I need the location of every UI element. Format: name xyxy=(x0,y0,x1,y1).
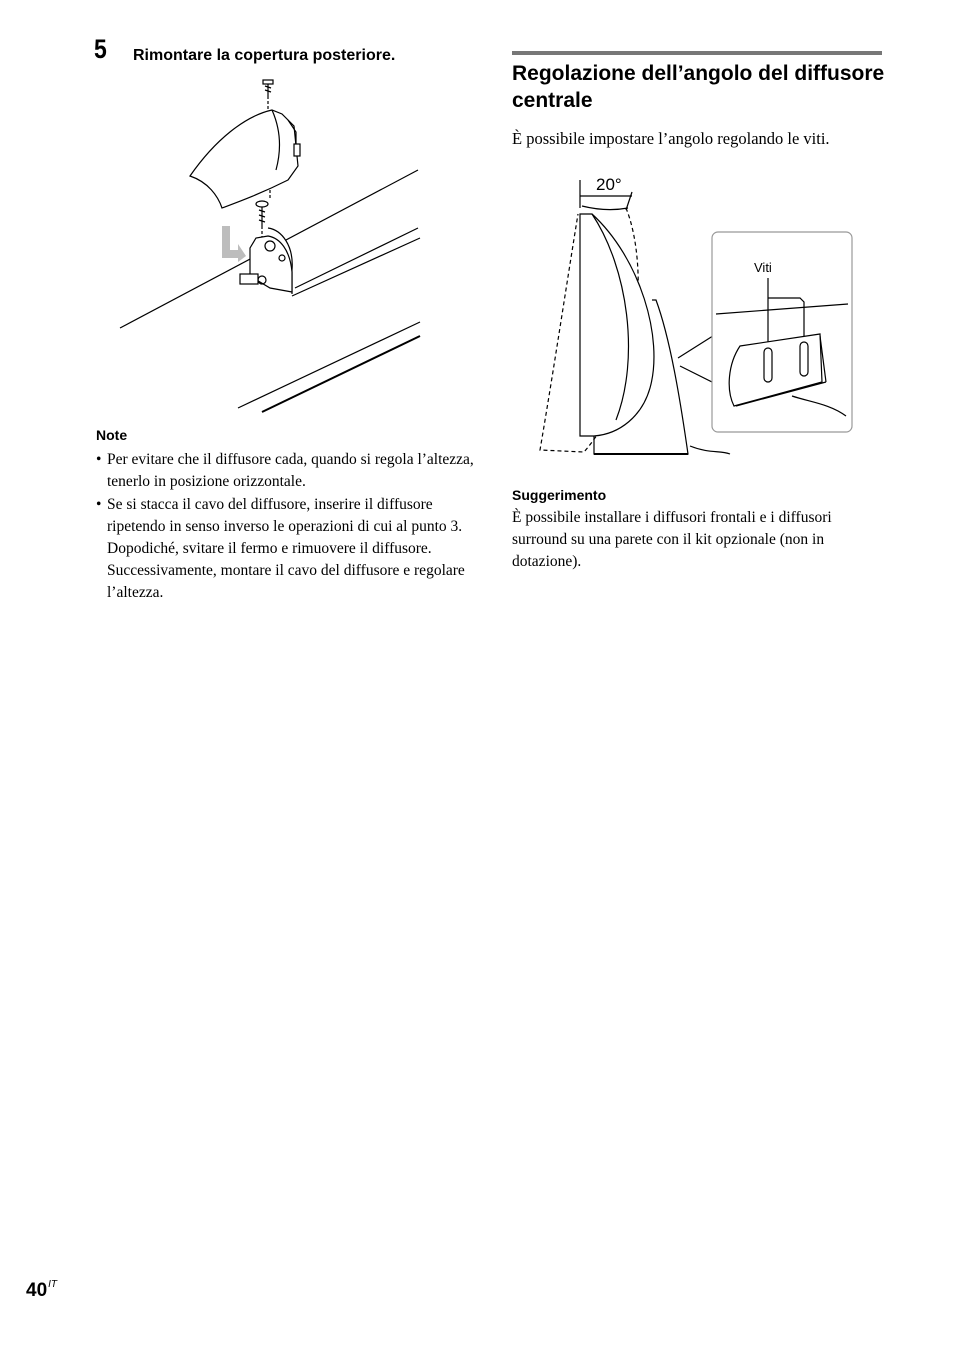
tip-heading: Suggerimento xyxy=(512,487,607,503)
center-speaker-angle-illustration xyxy=(530,168,860,460)
angle-label: 20° xyxy=(596,175,622,194)
section-divider xyxy=(512,51,882,55)
page-number xyxy=(26,1280,57,1302)
page-number-value: 40 xyxy=(26,1280,48,1301)
step-number: 5 xyxy=(94,34,107,64)
speaker-body-shape xyxy=(580,214,654,436)
list-item: • Se si stacca il cavo del diffusore, inserire il diffusore ripetendo in senso inverso le operazioni di cui al punto 3. Dopodiché, svitare il fermo e rimuovere il diffusore. Successivamente, montare il cavo del diffusore e regolare l’altezza. xyxy=(96,496,465,601)
section-intro: È possibile impostare l’angolo regolando le viti. xyxy=(512,129,830,148)
rear-cover-illustration xyxy=(110,78,430,418)
step-title: Rimontare la copertura posteriore. xyxy=(133,47,396,64)
section-title: Regolazione dell’angolo del diffusore centrale xyxy=(512,62,885,112)
rear-cover-shape xyxy=(190,110,300,208)
speaker-bar-shape xyxy=(120,170,420,412)
screw-icon-top xyxy=(263,80,273,112)
note-item-text: Se si stacca il cavo del diffusore, inserire il diffusore ripetendo in senso inverso le operazioni di cui al punto 3. Dopodiché, svitare il fermo e rimuovere il diffusore. Successivamente, montare il cavo del diffusore e regolare l’altezza. xyxy=(107,496,465,601)
screws-label: Viti xyxy=(754,260,772,275)
page-lang: IT xyxy=(48,1279,58,1290)
list-item: • Per evitare che il diffusore cada, quando si regola l’altezza, tenerlo in posizione orizzontale. xyxy=(96,451,474,490)
note-item-text: Per evitare che il diffusore cada, quando si regola l’altezza, tenerlo in posizione orizzontale. xyxy=(107,451,474,490)
note-heading: Note xyxy=(96,427,128,443)
note-list xyxy=(96,449,476,605)
arrow-icon xyxy=(222,226,246,262)
tip-text: È possibile installare i diffusori frontali e i diffusori surround su una parete con il kit opzionale (non in dotazione). xyxy=(512,509,832,570)
